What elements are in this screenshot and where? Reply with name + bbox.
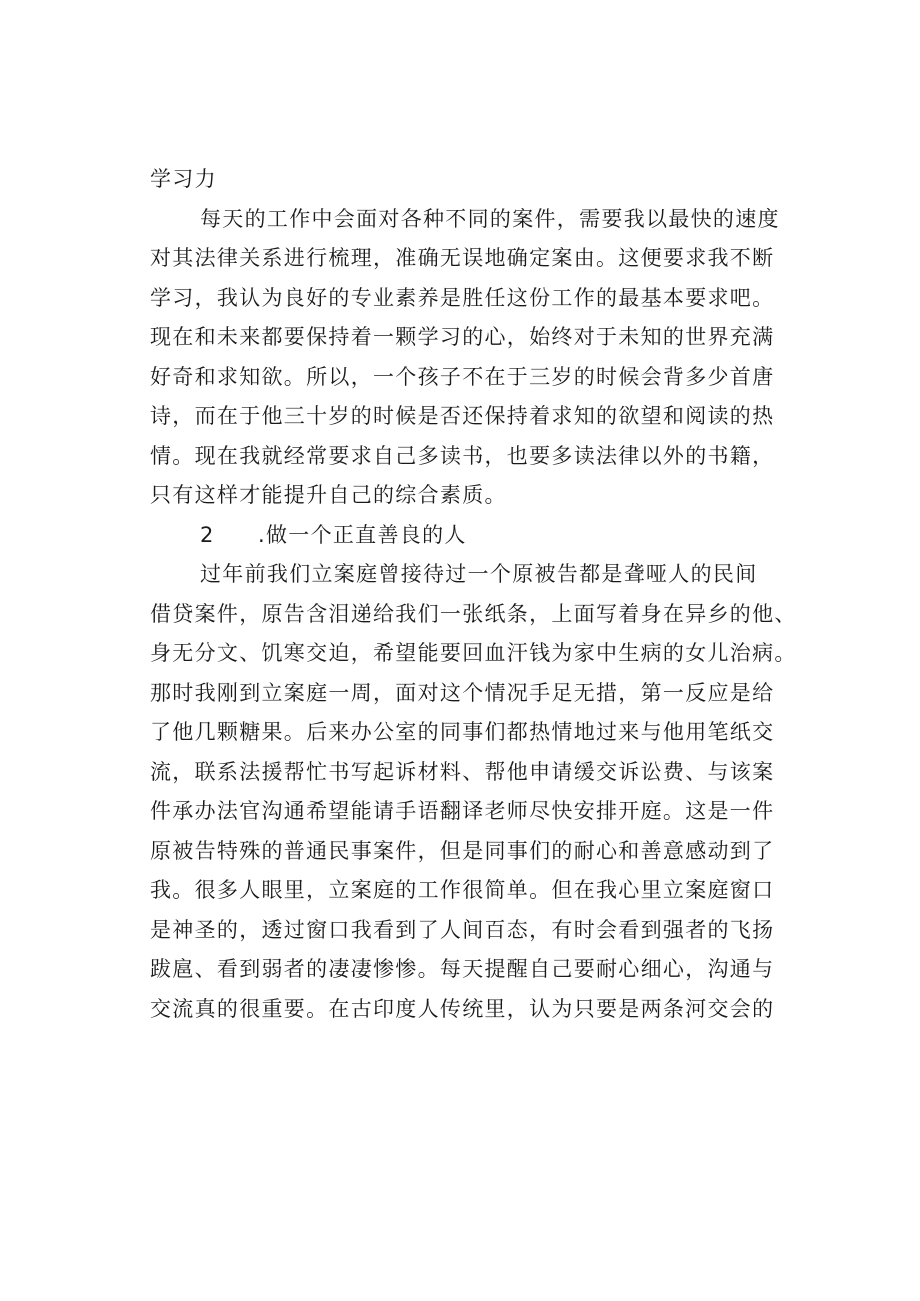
paragraph-line: 借贷案件，原告含泪递给我们一张纸条，上面写着身在异乡的他、 — [150, 601, 797, 626]
heading-number: 2 — [200, 522, 215, 547]
heading-title: .做一个正直善良的人 — [258, 522, 467, 547]
paragraph-line: 只有这样才能提升自己的综合素质。 — [150, 483, 507, 507]
paragraph-line: 过年前我们立案庭曾接待过一个原被告都是聋哑人的民间 — [200, 562, 758, 586]
paragraph-line: 现在和未来都要保持着一颗学习的心，始终对于未知的世界充满 — [150, 325, 775, 349]
paragraph-line: 我。很多人眼里，立案庭的工作很简单。但在我心里立案庭窗口 — [150, 878, 775, 902]
paragraph-line: 原被告特殊的普通民事案件，但是同事们的耐心和善意感动到了 — [150, 838, 775, 863]
paragraph-line: 诗，而在于他三十岁的时候是否还保持着求知的欲望和阅读的热 — [150, 404, 775, 428]
paragraph-line: 学习，我认为良好的专业素养是胜任这份工作的最基本要求吧。 — [150, 285, 775, 310]
paragraph-line: 件承办法官沟通希望能请手语翻译老师尽快安排开庭。这是一件 — [150, 799, 775, 823]
paragraph-line: 跋扈、看到弱者的凄凄惨惨。每天提醒自己要耐心细心，沟通与 — [150, 957, 775, 981]
paragraph-line: 了他几颗糖果。后来办公室的同事们都热情地过来与他用笔纸交 — [150, 720, 775, 744]
numbered-heading — [150, 516, 810, 556]
paragraph-line: 那时我刚到立案庭一周，面对这个情况手足无措，第一反应是给 — [150, 680, 775, 705]
paragraph-line: 流，联系法援帮忙书写起诉材料、帮他申请缓交诉讼费、与该案 — [150, 759, 775, 784]
document-body — [150, 160, 810, 1029]
section-heading: 学习力 — [150, 167, 217, 191]
paragraph-line: 是神圣的，透过窗口我看到了人间百态，有时会看到强者的飞扬 — [150, 917, 775, 942]
paragraph-line: 每天的工作中会面对各种不同的案件，需要我以最快的速度 — [200, 206, 780, 231]
paragraph-line: 交流真的很重要。在古印度人传统里，认为只要是两条河交会的 — [150, 996, 775, 1021]
paragraph-line: 情。现在我就经常要求自己多读书，也要多读法律以外的书籍， — [150, 443, 775, 468]
paragraph-line: 身无分文、饥寒交迫，希望能要回血汗钱为家中生病的女儿治病。 — [150, 641, 797, 665]
paragraph-line: 对其法律关系进行梳理，准确无误地确定案由。这便要求我不断 — [150, 246, 775, 270]
paragraph-line: 好奇和求知欲。所以，一个孩子不在于三岁的时候会背多少首唐 — [150, 364, 775, 389]
